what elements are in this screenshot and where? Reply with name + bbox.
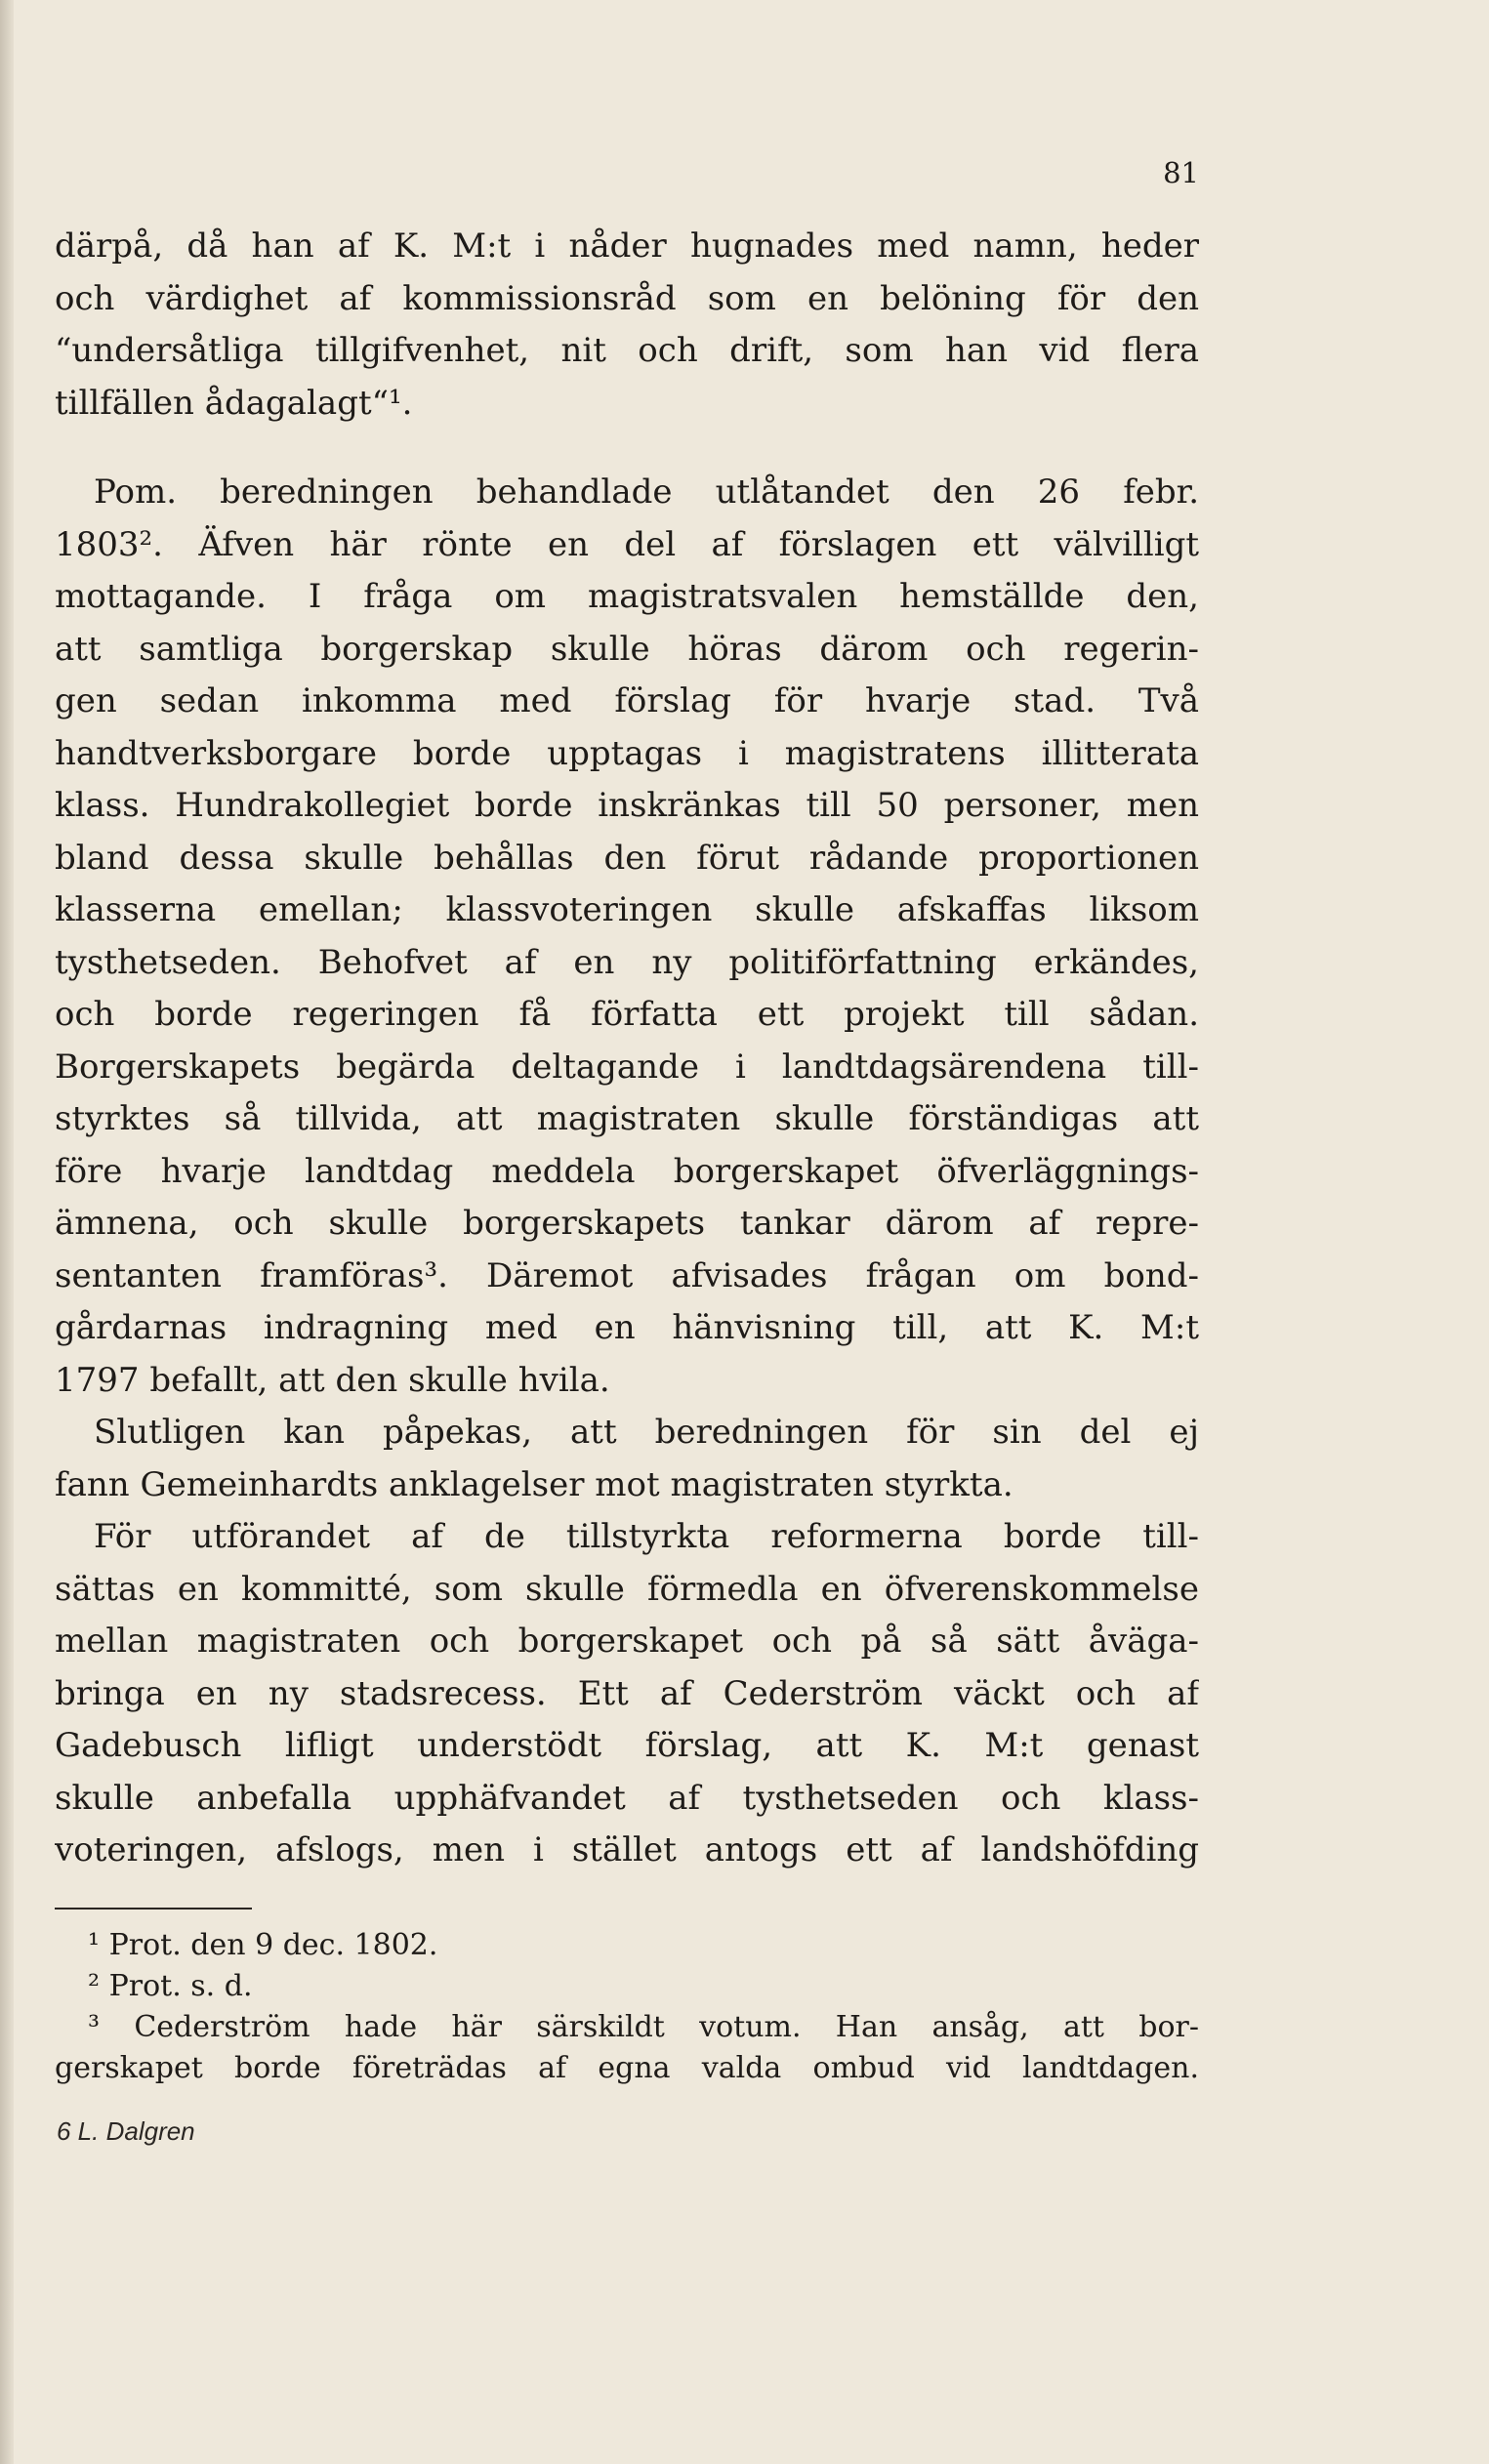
footnote-rule <box>55 1908 252 1910</box>
text-line: därpå, då han af K. M:t i nåder hugnades med namn, heder <box>55 226 1199 266</box>
printer-signature: 6 L. Dalgren <box>57 2116 195 2146</box>
text-line: skulle anbefalla upphäfvandet af tysthetseden och klass- <box>55 1778 1199 1818</box>
text-line: att samtliga borgerskap skulle höras därom och regerin- <box>55 629 1199 669</box>
text-line: handtverksborgare borde upptagas i magistratens illitterata <box>55 733 1199 773</box>
text-line: tillfällen ådagalagt“¹. <box>55 383 413 423</box>
text-line: tysthetseden. Behofvet af en ny politiförfattning erkändes, <box>55 942 1199 982</box>
text-line: Pom. beredningen behandlade utlåtandet den 26 febr. <box>94 472 1199 512</box>
text-line: gen sedan inkomma med förslag för hvarje stad. Två <box>55 681 1199 720</box>
text-line: 1803². Äfven här rönte en del af förslagen ett välvilligt <box>55 524 1199 564</box>
page-binding-edge <box>0 0 14 2464</box>
text-line: klasserna emellan; klassvoteringen skulle afskaffas liksom <box>55 890 1199 929</box>
text-line: styrktes så tillvida, att magistraten skulle förständigas att <box>55 1099 1199 1138</box>
text-line: sentanten framföras³. Däremot afvisades frågan om bond- <box>55 1255 1199 1295</box>
text-line: gårdarnas indragning med en hänvisning till, att K. M:t <box>55 1308 1199 1347</box>
text-line: fann Gemeinhardts anklagelser mot magistraten styrkta. <box>55 1464 1013 1504</box>
text-line: Slutligen kan påpekas, att beredningen för sin del ej <box>94 1413 1199 1452</box>
text-line: Borgerskapets begärda deltagande i landtdagsärendena till- <box>55 1047 1199 1087</box>
footnote-line: gerskapet borde företrädas af egna valda ombud vid landtdagen. <box>55 2051 1199 2085</box>
text-line: och borde regeringen få författa ett projekt till sådan. <box>55 995 1199 1034</box>
footnote-line: ² Prot. s. d. <box>88 1969 253 2003</box>
text-line: Gadebusch lifligt understödt förslag, att K. M:t genast <box>55 1726 1199 1765</box>
paragraph-gap <box>55 430 1199 467</box>
text-line: 1797 befallt, att den skulle hvila. <box>55 1360 610 1400</box>
text-line: bringa en ny stadsrecess. Ett af Cederström väckt och af <box>55 1673 1199 1713</box>
text-line: voteringen, afslogs, men i stället antogs ett af landshöfding <box>55 1830 1199 1869</box>
text-line: klass. Hundrakollegiet borde inskränkas till 50 personer, men <box>55 786 1199 825</box>
text-line: och värdighet af kommissionsråd som en belöning för den <box>55 278 1199 318</box>
text-line: före hvarje landtdag meddela borgerskapet öfverläggnings- <box>55 1151 1199 1191</box>
footnote-line: ¹ Prot. den 9 dec. 1802. <box>88 1928 438 1962</box>
text-line: mottagande. I fråga om magistratsvalen hemställde den, <box>55 577 1199 616</box>
body-text <box>55 221 1199 1877</box>
footnotes <box>55 1925 1199 2089</box>
footnote-line: ³ Cederström hade här särskildt votum. Han ansåg, att bor- <box>88 2010 1199 2044</box>
text-line: bland dessa skulle behållas den förut rådande proportionen <box>55 838 1199 878</box>
text-line: ämnena, och skulle borgerskapets tankar därom af repre- <box>55 1204 1199 1243</box>
page-number: 81 <box>1163 156 1199 189</box>
text-line: “undersåtliga tillgifvenhet, nit och drift, som han vid flera <box>55 331 1199 370</box>
text-line: sättas en kommitté, som skulle förmedla en öfverenskommelse <box>55 1569 1199 1609</box>
text-line: För utförandet af de tillstyrkta reformerna borde till- <box>94 1517 1199 1556</box>
text-line: mellan magistraten och borgerskapet och på så sätt åväga- <box>55 1622 1199 1661</box>
